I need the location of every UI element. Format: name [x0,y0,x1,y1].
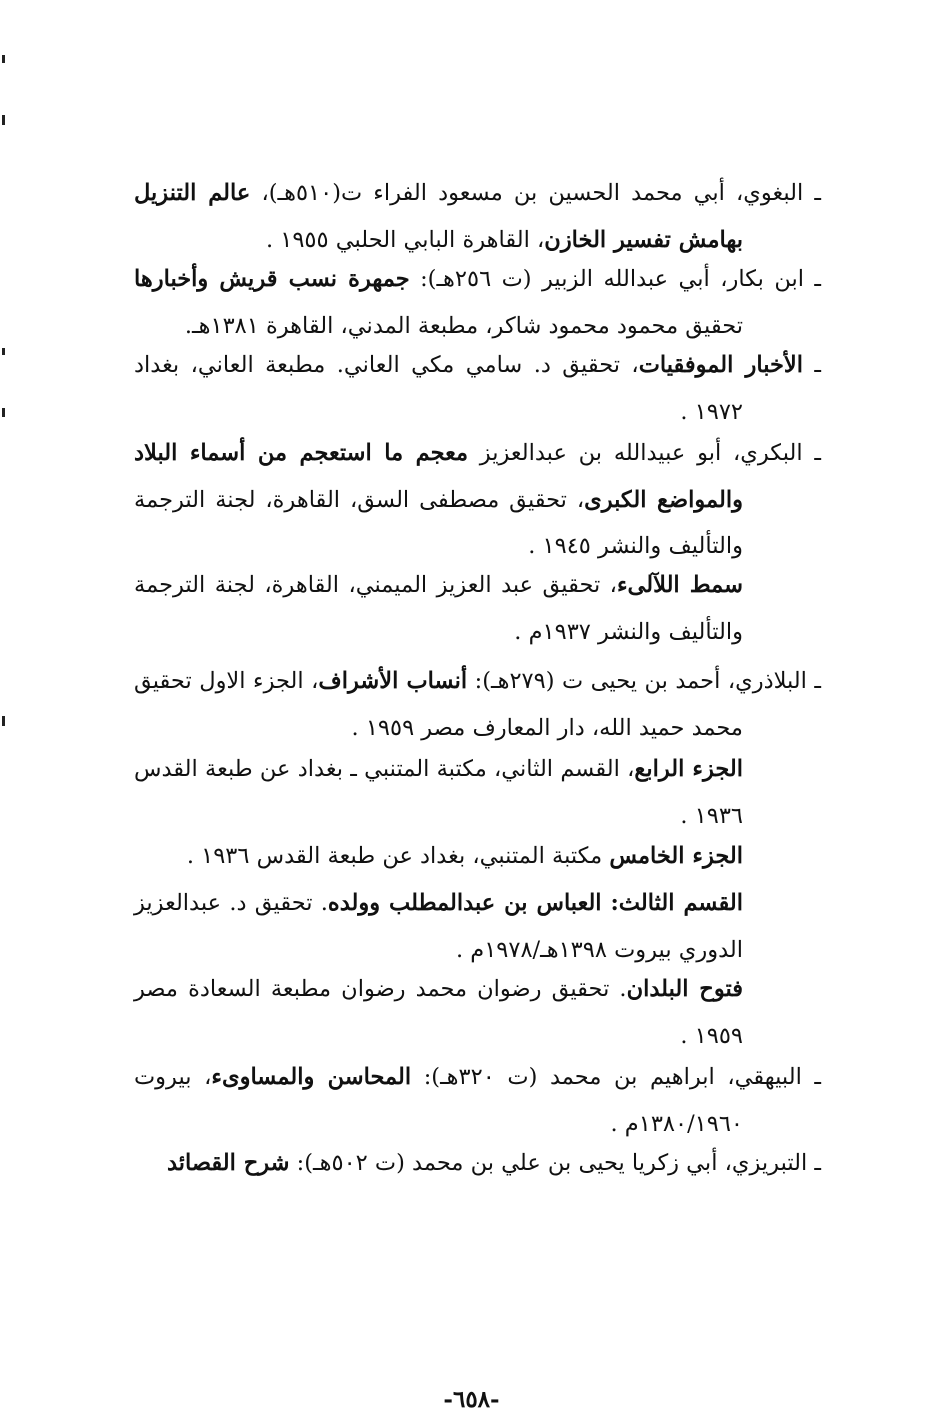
entry-text: ، الجزء الاول تحقيق محمد حميد الله، دار المعارف مصر ١٩٥٩ . [134,668,743,741]
bibliography-subentry-part-four [134,746,821,839]
entry-text: ـ ابن بكار، أبي عبدالله الزبير (ت ٢٥٦هـ): [409,266,822,292]
margin-mark [2,408,5,417]
page-number: -٦٥٨- [443,1386,500,1413]
bibliography-entry-baghawi [134,170,821,263]
entry-text: ـ البيهقي، ابراهيم بن محمد (ت ٣٢٠هـ): [411,1064,822,1090]
entry-title: المحاسن والمساوىء [211,1064,412,1090]
entry-title: فتوح البلدان [626,976,743,1002]
entry-text: ، تحقيق عبد العزيز الميمني، القاهرة، لجنة الترجمة والتأليف والنشر ١٩٣٧م . [134,572,743,645]
entry-text: ، القاهرة البابي الحلبي ١٩٥٥ . [265,226,545,253]
entry-text: . تحقيق رضوان محمد رضوان مطبعة السعادة مصر ١٩٥٩ . [134,976,743,1049]
bibliography-subentry-section-three [134,880,821,973]
entry-text: ، تحقيق د. سامي مكي العاني. مطبعة العاني، بغداد ١٩٧٢ . [134,352,743,425]
entry-text: ـ التبريزي، أبي زكريا يحيى بن علي بن محمد (ت ٥٠٢هـ): [289,1150,821,1176]
entry-text: ، تحقيق مصطفى السق، القاهرة، لجنة الترجمة والتأليف والنشر ١٩٤٥ . [134,486,743,559]
bibliography-entry-ibn-bakkar [134,256,821,349]
entry-title: أنساب الأشراف [318,668,468,694]
entry-text: تحقيق محمود محمود شاكر، مطبعة المدني، القاهرة ١٣٨١هـ. [184,312,743,339]
bibliography-subentry-part-five [134,833,821,880]
bibliography-subentry-simt-allaali [134,562,821,655]
entry-text: ، القسم الثاني، مكتبة المتنبي ـ بغداد عن طبعة القدس ١٩٣٦ . [134,756,743,829]
bibliography-entry-tabrizi [134,1140,821,1187]
entry-text: مكتبة المتنبي، بغداد عن طبعة القدس ١٩٣٦ . [186,843,610,869]
bibliography-entry-baladhuri [134,658,821,751]
margin-mark [2,55,5,63]
entry-title: الجزء الخامس [609,843,743,869]
entry-title: القسم الثالث: العباس بن عبدالمطلب وولده [327,890,743,916]
bibliography-entry-bayhaqi [134,1054,821,1147]
entry-text: ـ البكري، أبو عبيدالله بن عبدالعزيز [468,440,821,466]
entry-title: الجزء الرابع [634,756,743,782]
margin-mark [2,115,5,125]
entry-title: جمهرة نسب قريش وأخبارها [134,266,410,292]
entry-title: عالم التنزيل بهامش تفسير الخازن [134,180,743,253]
entry-text: ـ [802,352,821,378]
bibliography-subentry-futuh-albuldan [134,966,821,1059]
entry-title: سمط اللآلىء [616,572,743,598]
entry-text: ـ البلاذري، أحمد بن يحيى ت (٢٧٩هـ): [467,668,821,694]
document-page [0,150,943,1411]
bibliography-entry-akhbar-muwaffaqiyat [134,342,821,435]
margin-mark [2,716,5,726]
entry-title: معجم ما استعجم من أسماء البلاد والمواضع الكبرى [134,440,743,513]
entry-title: شرح القصائد [166,1150,290,1176]
margin-mark [2,348,5,355]
entry-text: ، بيروت ١٣٨٠/١٩٦٠م . [134,1064,743,1137]
entry-text: . تحقيق د. عبدالعزيز الدوري بيروت ١٣٩٨هـ/١٩٧٨م . [134,890,743,963]
bibliography-entry-bakri [134,430,821,570]
entry-title: الأخبار الموفقيات [638,352,803,378]
entry-text: ـ البغوي، أبي محمد الحسين بن مسعود الفراء ت(٥١٠هـ)، [250,180,821,206]
